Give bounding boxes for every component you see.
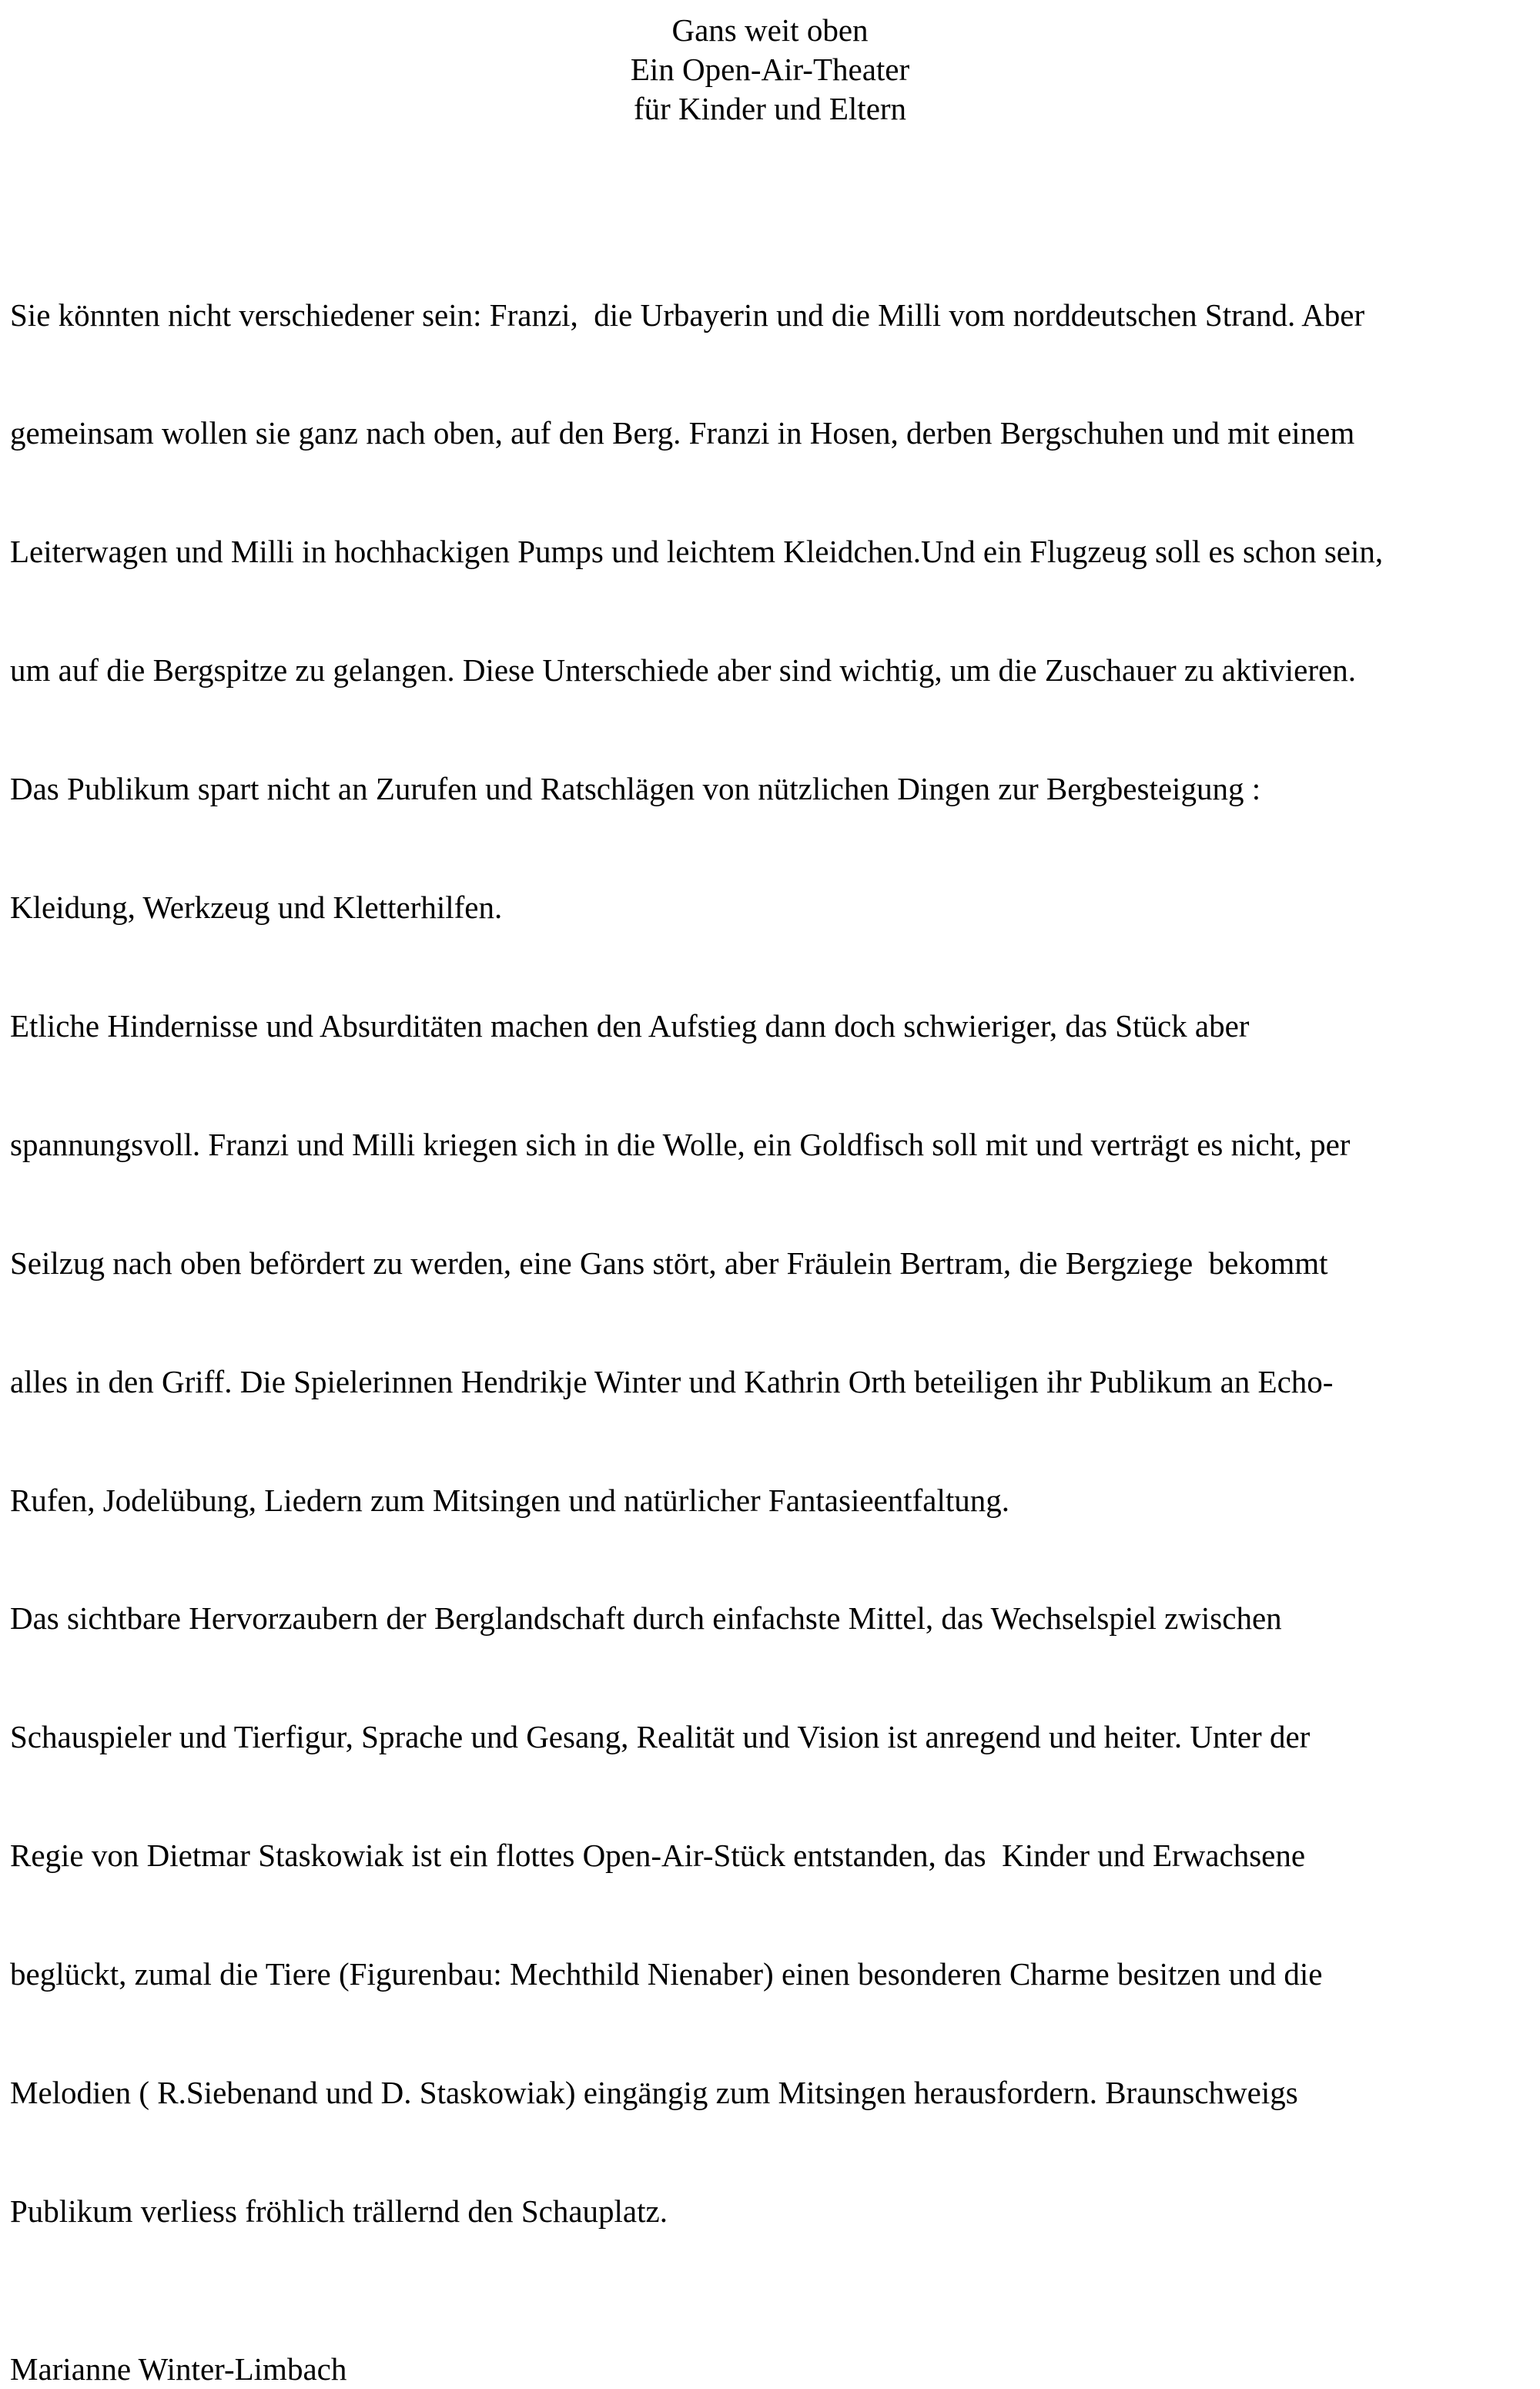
page-title: Gans weit oben <box>671 12 869 48</box>
text-line: Regie von Dietmar Staskowiak ist ein flottes Open-Air-Stück entstanden, das Kinder und Erwachsene <box>10 1838 1306 1874</box>
text-line: gemeinsam wollen sie ganz nach oben, auf den Berg. Franzi in Hosen, derben Bergschuhen und mit einem <box>10 415 1355 451</box>
text-line: Melodien ( R.Siebenand und D. Staskowiak) eingängig zum Mitsingen herausfordern. Braunschweigs <box>10 2074 1298 2110</box>
audience-line: für Kinder und Eltern <box>633 91 907 126</box>
text-line: Leiterwagen und Milli in hochhackigen Pumps und leichtem Kleidchen.Und ein Flugzeug soll es schon sein, <box>10 534 1384 570</box>
text-line: Rufen, Jodelübung, Liedern zum Mitsingen und natürlicher Fantasieentfaltung. <box>10 1482 1010 1518</box>
article-body <box>10 216 1538 2310</box>
text-line: alles in den Griff. Die Spielerinnen Hendrikje Winter und Kathrin Orth beteiligen ihr Publikum an Echo- <box>10 1363 1334 1399</box>
text-line: um auf die Bergspitze zu gelangen. Diese Unterschiede aber sind wichtig, um die Zuschauer zu aktivieren. <box>10 652 1356 689</box>
text-line: Sie könnten nicht verschiedener sein: Franzi, die Urbayerin und die Milli vom norddeutschen Strand. Aber <box>10 297 1365 333</box>
text-line: Publikum verliess fröhlich trällernd den Schauplatz. <box>10 2193 668 2229</box>
title-block <box>0 11 1540 129</box>
document <box>10 11 1538 2389</box>
author-signature: Marianne Winter-Limbach <box>10 2350 347 2387</box>
page-subtitle: Ein Open-Air-Theater <box>630 52 910 87</box>
text-line: Kleidung, Werkzeug und Kletterhilfen. <box>10 890 503 926</box>
text-line: Schauspieler und Tierfigur, Sprache und Gesang, Realität und Vision ist anregend und heiter. Unter der <box>10 1719 1311 1755</box>
text-line: Seilzug nach oben befördert zu werden, eine Gans stört, aber Fräulein Bertram, die Bergziege bekommt <box>10 1245 1328 1281</box>
text-line: Etliche Hindernisse und Absurditäten machen den Aufstieg dann doch schwieriger, das Stück aber <box>10 1007 1250 1044</box>
text-line: spannungsvoll. Franzi und Milli kriegen sich in die Wolle, ein Goldfisch soll mit und verträgt es nicht, per <box>10 1126 1351 1162</box>
text-line: Das sichtbare Hervorzaubern der Berglandschaft durch einfachste Mittel, das Wechselspiel zwischen <box>10 1600 1282 1637</box>
text-line: beglückt, zumal die Tiere (Figurenbau: Mechthild Nienaber) einen besonderen Charme besitzen und die <box>10 1956 1323 1992</box>
text-line: Das Publikum spart nicht an Zurufen und Ratschlägen von nützlichen Dingen zur Bergbesteigung : <box>10 771 1261 807</box>
